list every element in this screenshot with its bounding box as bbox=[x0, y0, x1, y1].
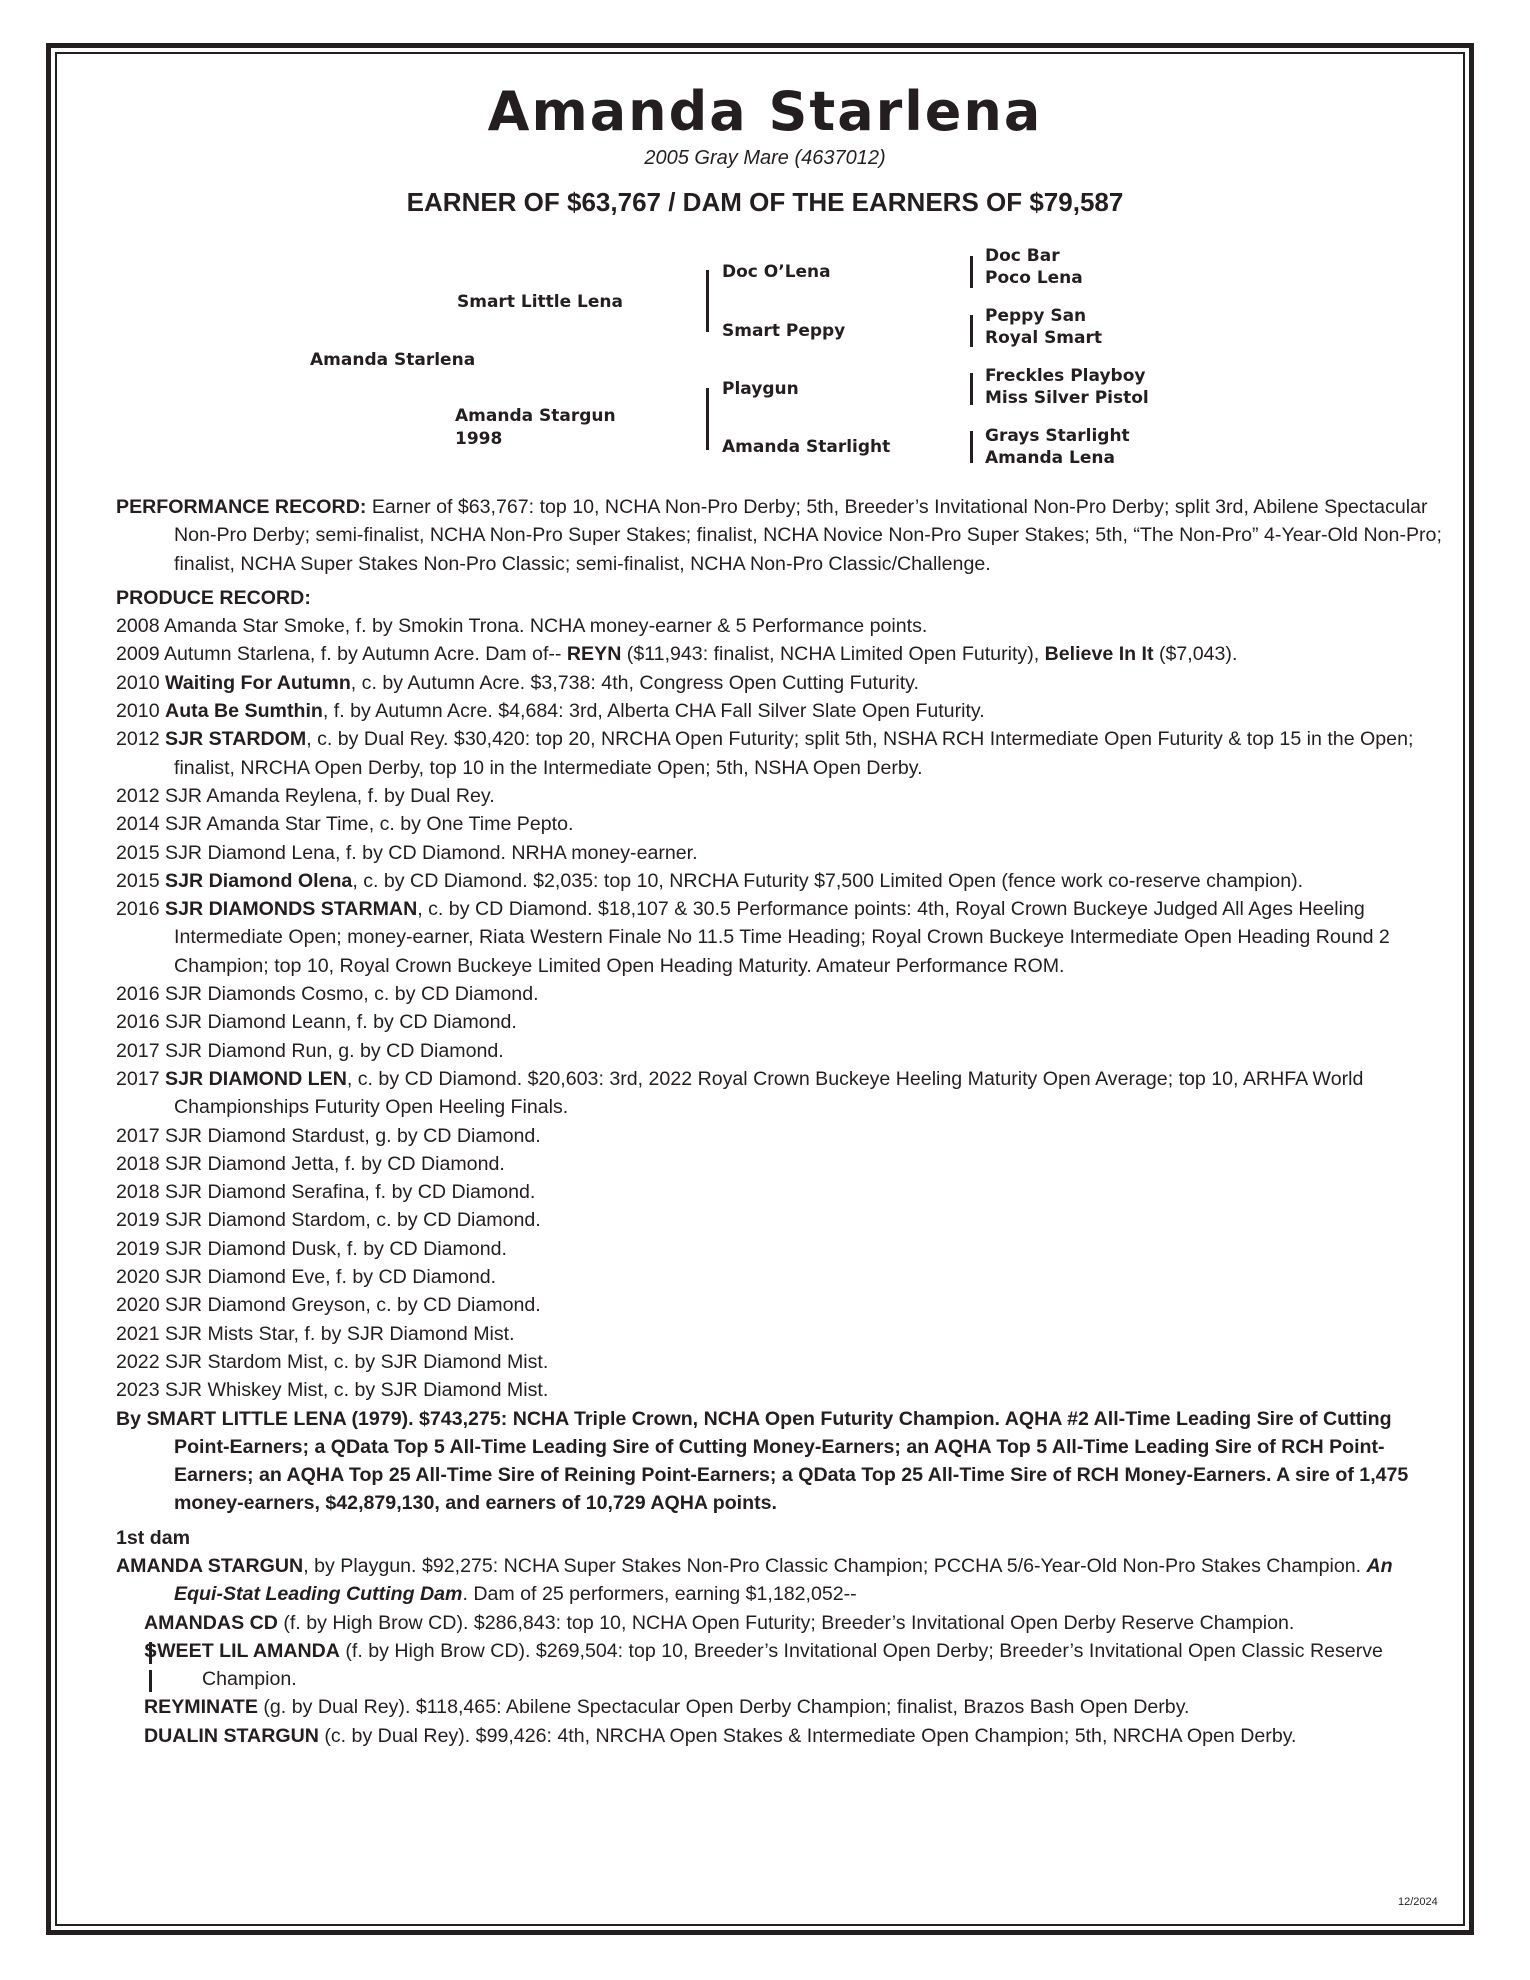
produce-year: 2012 bbox=[116, 728, 166, 751]
produce-year: 2022 bbox=[116, 1350, 166, 1373]
produce-year: 2015 bbox=[116, 841, 166, 864]
produce-year: 2018 bbox=[116, 1181, 166, 1204]
pedigree-bracket-g4 bbox=[970, 431, 973, 463]
produce-name: Autumn Starlena bbox=[163, 643, 310, 666]
produce-entry bbox=[116, 1122, 1446, 1150]
produce-year: 2016 bbox=[116, 898, 166, 921]
pedigree-gg-3: Peppy San bbox=[985, 306, 1087, 326]
produce-name: SJR Amanda Reylena bbox=[165, 784, 357, 807]
page-subtitle: 2005 Gray Mare (4637012) bbox=[644, 147, 886, 169]
produce-name: SJR Diamond Serafina bbox=[165, 1181, 365, 1204]
first-dam-name: AMANDA STARGUN bbox=[116, 1554, 304, 1577]
produce-offspring-name: Believe In It bbox=[1044, 643, 1154, 666]
produce-details: , g. by CD Diamond. bbox=[327, 1039, 504, 1062]
produce-details: , f. by CD Diamond. NRHA money-earner. bbox=[334, 841, 698, 864]
pedigree-horse: Amanda Starlena bbox=[310, 350, 476, 370]
first-dam-text1: , by Playgun. $92,275: NCHA Super Stakes Non-Pro Classic Champion; PCCHA 5/6-Year-Old Non-Pro Stakes Champion. bbox=[303, 1554, 1367, 1577]
dam-produce-list bbox=[116, 1609, 1446, 1750]
produce-entry bbox=[116, 1206, 1446, 1234]
produce-name: SJR Diamond Leann bbox=[165, 1011, 346, 1034]
produce-entry bbox=[116, 669, 1446, 697]
pedigree-bracket-dam bbox=[706, 388, 709, 450]
sire-paragraph: By SMART LITTLE LENA (1979). $743,275: NCHA Triple Crown, NCHA Open Futurity Champion. AQHA #2 All-Time Leading Sire of Cutting Point-Earners; a QData Top 5 All-Time Leading Sire of Cutting Money-Earners; an AQHA Top 5 All-Time Leading Sire of RCH Point-Earners; an AQHA Top 25 All-Time Sire of Reining Point-Earners; a QData Top 25 All-Time Sire of RCH Money-Earners. A sire of 1,475 money-earners, $42,879,130, and earners of 10,729 AQHA points. bbox=[116, 1407, 1409, 1515]
produce-offspring-details: ($11,943: finalist, NCHA Limited Open Futurity), bbox=[621, 643, 1045, 666]
pedigree-bracket-g2 bbox=[970, 315, 973, 347]
produce-entry bbox=[116, 810, 1446, 838]
pedigree-dam-sire: Playgun bbox=[722, 379, 799, 399]
produce-year: 2009 bbox=[116, 643, 164, 666]
produce-year: 2019 bbox=[116, 1237, 166, 1260]
performance-text: Earner of $63,767: top 10, NCHA Non-Pro Derby; 5th, Breeder’s Invitational Non-Pro Derby; split 3rd, Abilene Spectacular Non-Pro Derby; semi-finalist, NCHA Non-Pro Super Stakes; finalist, NCHA Novice Non-Pro Super Stakes; 5th, “The Non-Pro” 4-Year-Old Non-Pro; finalist, NCHA Super Stakes Non-Pro Classic; semi-finalist, NCHA Non-Pro Classic/Challenge. bbox=[174, 496, 1442, 575]
date-stamp: 12/2024 bbox=[1398, 1896, 1438, 1908]
produce-details: , c. by One Time Pepto. bbox=[368, 813, 574, 836]
pedigree-gg-5: Freckles Playboy bbox=[985, 366, 1146, 386]
produce-name: Auta Be Sumthin bbox=[165, 700, 323, 723]
produce-details: , f. by CD Diamond. bbox=[325, 1266, 497, 1289]
produce-name: SJR Diamond Lena bbox=[165, 841, 335, 864]
pedigree-dam-year: 1998 bbox=[455, 429, 503, 449]
produce-name: SJR Diamond Jetta bbox=[165, 1152, 334, 1175]
dam-produce-entry bbox=[116, 1693, 1446, 1721]
dam-produce-name: AMANDAS CD bbox=[144, 1611, 278, 1634]
produce-name: SJR Diamond Olena bbox=[165, 869, 353, 892]
produce-details: , c. by Autumn Acre. $3,738: 4th, Congress Open Cutting Futurity. bbox=[350, 671, 919, 694]
produce-entry bbox=[116, 1376, 1446, 1404]
produce-entry bbox=[116, 1150, 1446, 1178]
dam-produce-entry bbox=[116, 1609, 1446, 1637]
pedigree-bracket-g3 bbox=[970, 373, 973, 405]
produce-entry bbox=[116, 697, 1446, 725]
produce-name: SJR Diamonds Cosmo bbox=[165, 983, 364, 1006]
dam-produce-bar bbox=[149, 1670, 152, 1692]
produce-year: 2019 bbox=[116, 1209, 166, 1232]
first-dam-entry bbox=[116, 1552, 1446, 1609]
produce-details: , f. by Smokin Trona. NCHA money-earner & 5 Performance points. bbox=[344, 615, 928, 638]
produce-name: SJR Diamond Run bbox=[165, 1039, 328, 1062]
produce-details: , c. by Dual Rey. $30,420: top 20, NRCHA Open Futurity; split 5th, NSHA RCH Intermediate Open Futurity & top 15 in the Open; finalist, NRCHA Open Derby, top 10 in the Intermediate Open; 5th, NSHA Open Derby. bbox=[174, 728, 1414, 779]
produce-details: , c. by CD Diamond. bbox=[365, 1209, 541, 1232]
produce-details: , f. by Autumn Acre. Dam of-- bbox=[309, 643, 567, 666]
performance-label: PERFORMANCE RECORD: bbox=[116, 496, 367, 518]
produce-details: , c. by CD Diamond. $2,035: top 10, NRCHA Futurity $7,500 Limited Open (fence work co-reserve champion). bbox=[352, 869, 1304, 892]
produce-entry bbox=[116, 782, 1446, 810]
pedigree-sire-sire: Doc O’Lena bbox=[722, 262, 831, 282]
first-dam-text2: . Dam of 25 performers, earning $1,182,052-- bbox=[462, 1583, 857, 1606]
produce-entry bbox=[116, 839, 1446, 867]
dam-produce-details: (f. by High Brow CD). $269,504: top 10, Breeder’s Invitational Open Derby; Breeder’s Invitational Open Classic Reserve Champion. bbox=[202, 1639, 1383, 1691]
produce-details: , c. by SJR Diamond Mist. bbox=[322, 1350, 549, 1373]
produce-details: , f. by CD Diamond. bbox=[336, 1237, 507, 1260]
produce-entry bbox=[116, 867, 1446, 895]
pedigree-gg-1: Doc Bar bbox=[985, 246, 1060, 266]
produce-year: 2016 bbox=[116, 983, 166, 1006]
produce-year: 2017 bbox=[116, 1067, 166, 1090]
produce-details: , f. by CD Diamond. bbox=[364, 1181, 536, 1204]
produce-details: , f. by Autumn Acre. $4,684: 3rd, Alberta CHA Fall Silver Slate Open Futurity. bbox=[322, 700, 985, 723]
produce-year: 2020 bbox=[116, 1266, 166, 1289]
produce-year: 2014 bbox=[116, 813, 166, 836]
produce-name: SJR DIAMONDS STARMAN bbox=[165, 898, 418, 921]
produce-year: 2018 bbox=[116, 1152, 166, 1175]
produce-label: PRODUCE RECORD: bbox=[116, 586, 311, 609]
produce-entry bbox=[116, 1235, 1446, 1263]
produce-name: SJR Diamond Dusk bbox=[165, 1237, 337, 1260]
performance-record bbox=[116, 493, 1446, 578]
pedigree-gg-8: Amanda Lena bbox=[985, 448, 1115, 468]
pedigree-dam: Amanda Stargun bbox=[455, 406, 616, 426]
produce-details: , f. by SJR Diamond Mist. bbox=[293, 1322, 515, 1345]
produce-year: 2021 bbox=[116, 1322, 166, 1345]
dam-produce-entry bbox=[116, 1722, 1446, 1750]
produce-details: , c. by CD Diamond. bbox=[365, 1294, 541, 1317]
pedigree-sire: Smart Little Lena bbox=[457, 292, 623, 312]
produce-year: 2016 bbox=[116, 1011, 166, 1034]
earnings-headline: EARNER OF $63,767 / DAM OF THE EARNERS OF $79,587 bbox=[406, 187, 1124, 217]
produce-year: 2015 bbox=[116, 869, 166, 892]
produce-entry bbox=[116, 1008, 1446, 1036]
produce-details: , g. by CD Diamond. bbox=[364, 1124, 541, 1147]
produce-name: SJR DIAMOND LEN bbox=[165, 1067, 347, 1090]
pedigree-dam-dam: Amanda Starlight bbox=[722, 437, 891, 457]
produce-details: , c. by CD Diamond. $20,603: 3rd, 2022 Royal Crown Buckeye Heeling Maturity Open Average; top 10, ARHFA World Championships Futurity Open Heeling Finals. bbox=[174, 1067, 1364, 1119]
produce-name: Waiting For Autumn bbox=[165, 671, 351, 694]
pedigree-sire-dam: Smart Peppy bbox=[722, 321, 846, 341]
page-title: Amanda Starlena bbox=[487, 80, 1043, 143]
produce-entry bbox=[116, 725, 1446, 782]
produce-name: SJR Diamond Stardust bbox=[165, 1124, 365, 1147]
produce-year: 2008 bbox=[116, 615, 164, 638]
produce-offspring-details: ($7,043). bbox=[1153, 643, 1238, 666]
produce-details: , c. by SJR Diamond Mist. bbox=[322, 1379, 549, 1402]
produce-name: SJR Diamond Eve bbox=[165, 1266, 326, 1289]
produce-entry bbox=[116, 1178, 1446, 1206]
produce-entry bbox=[116, 895, 1446, 980]
produce-entry bbox=[116, 1263, 1446, 1291]
produce-year: 2023 bbox=[116, 1379, 166, 1402]
produce-entry bbox=[116, 1037, 1446, 1065]
produce-year: 2010 bbox=[116, 671, 166, 694]
first-dam-label: 1st dam bbox=[116, 1526, 191, 1549]
first-dam-equistat: An Equi-Stat Leading Cutting Dam bbox=[174, 1554, 1393, 1606]
pedigree-gg-6: Miss Silver Pistol bbox=[985, 388, 1149, 408]
produce-entry bbox=[116, 1291, 1446, 1319]
produce-entry bbox=[116, 640, 1446, 668]
produce-entry bbox=[116, 1348, 1446, 1376]
dam-produce-entry bbox=[116, 1637, 1446, 1694]
produce-year: 2017 bbox=[116, 1124, 166, 1147]
produce-year: 2010 bbox=[116, 700, 166, 723]
pedigree-gg-7: Grays Starlight bbox=[985, 426, 1130, 446]
dam-produce-details: (g. by Dual Rey). $118,465: Abilene Spectacular Open Derby Champion; finalist, Brazos Bash Open Derby. bbox=[257, 1696, 1190, 1719]
pedigree-bracket-g1 bbox=[970, 256, 973, 288]
produce-year: 2012 bbox=[116, 784, 166, 807]
pedigree-gg-4: Royal Smart bbox=[985, 328, 1103, 348]
produce-entry bbox=[116, 1320, 1446, 1348]
dam-produce-name: DUALIN STARGUN bbox=[144, 1724, 319, 1747]
catalog-body bbox=[116, 493, 1446, 1750]
produce-year: 2020 bbox=[116, 1294, 166, 1317]
produce-details: , c. by CD Diamond. bbox=[363, 983, 539, 1006]
produce-name: SJR Amanda Star Time bbox=[165, 813, 369, 836]
produce-year: 2017 bbox=[116, 1039, 166, 1062]
produce-entry bbox=[116, 980, 1446, 1008]
dam-produce-name: REYMINATE bbox=[144, 1696, 258, 1719]
produce-name: SJR Diamond Greyson bbox=[165, 1294, 366, 1317]
produce-name: Amanda Star Smoke bbox=[163, 615, 345, 638]
pedigree-bracket-sire bbox=[706, 270, 709, 332]
dam-produce-details: (c. by Dual Rey). $99,426: 4th, NRCHA Open Stakes & Intermediate Open Champion; 5th, NRCHA Open Derby. bbox=[318, 1724, 1297, 1747]
produce-offspring-name: REYN bbox=[566, 643, 622, 666]
produce-details: , c. by CD Diamond. $18,107 & 30.5 Performance points: 4th, Royal Crown Buckeye Judged All Ages Heeling Intermediate Open; money-earner, Riata Western Finale No 11.5 Time Heading; Royal Crown Buckeye Intermediate Open Heading Round 2 Champion; top 10, Royal Crown Buckeye Limited Open Heading Maturity. Amateur Performance ROM. bbox=[174, 898, 1390, 977]
dam-produce-details: (f. by High Brow CD). $286,843: top 10, NCHA Open Futurity; Breeder’s Invitational Open Derby Reserve Champion. bbox=[277, 1611, 1295, 1634]
produce-name: SJR Mists Star bbox=[165, 1322, 294, 1345]
pedigree-gg-2: Poco Lena bbox=[985, 268, 1083, 288]
produce-entry bbox=[116, 612, 1446, 640]
produce-name: SJR Stardom Mist bbox=[165, 1350, 323, 1373]
produce-details: , f. by CD Diamond. bbox=[333, 1152, 505, 1175]
produce-list bbox=[116, 612, 1446, 1404]
produce-entry bbox=[116, 1065, 1446, 1122]
produce-details: , f. by CD Diamond. bbox=[345, 1011, 517, 1034]
produce-name: SJR STARDOM bbox=[165, 728, 307, 751]
produce-name: SJR Whiskey Mist bbox=[165, 1379, 323, 1402]
produce-name: SJR Diamond Stardom bbox=[165, 1209, 366, 1232]
dam-produce-name: SWEET LIL AMANDA bbox=[144, 1639, 340, 1662]
produce-details: , f. by Dual Rey. bbox=[356, 784, 495, 807]
